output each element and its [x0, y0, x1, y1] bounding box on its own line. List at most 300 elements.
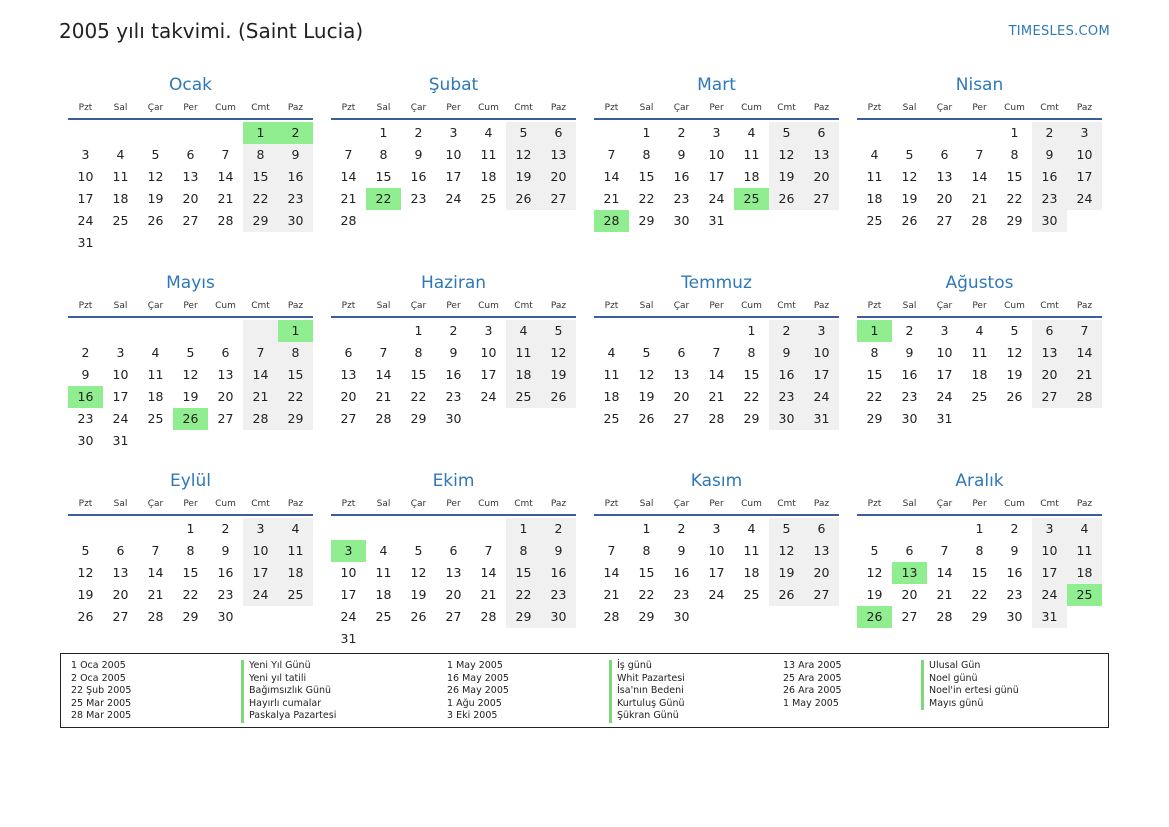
day-cell: 6	[116, 543, 125, 558]
day-cell: 11	[506, 342, 541, 364]
day-cell: 13	[804, 144, 839, 166]
day-cell: 22	[866, 389, 883, 404]
week-row	[331, 518, 576, 540]
day-cell: 9	[541, 540, 576, 562]
day-cell: 11	[603, 367, 620, 382]
day-cell: 24	[77, 213, 94, 228]
day-cell: 3	[116, 345, 125, 360]
weekday-label: Cmt	[251, 301, 270, 311]
day-cell: 8	[870, 345, 879, 360]
day-cell: 15	[375, 169, 392, 184]
empty-day-cell	[541, 408, 576, 430]
day-cell: 23	[278, 188, 313, 210]
day-cell: 8	[278, 342, 313, 364]
week-row	[857, 540, 1102, 562]
day-cell: 11	[480, 147, 497, 162]
day-cell: 15	[506, 562, 541, 584]
day-cell: 16	[1006, 565, 1023, 580]
day-cell: 7	[607, 147, 616, 162]
week-row	[857, 166, 1102, 188]
weekday-label: Sal	[639, 103, 654, 113]
weekday-label: Pzt	[78, 103, 93, 113]
empty-day-cell	[541, 210, 576, 232]
day-cell: 9	[221, 543, 230, 558]
day-cell: 2	[905, 323, 914, 338]
empty-day-cell	[769, 606, 804, 628]
week-row	[68, 386, 313, 408]
empty-day-cell	[68, 320, 103, 342]
day-cell: 12	[769, 144, 804, 166]
week-row	[857, 122, 1102, 144]
weekday-label: Cmt	[777, 301, 796, 311]
day-cell: 25	[278, 584, 313, 606]
day-cell: 9	[81, 367, 90, 382]
day-cell: 21	[243, 386, 278, 408]
day-cell: 16	[769, 364, 804, 386]
day-cell: 11	[278, 540, 313, 562]
weekday-label: Cum	[1004, 103, 1025, 113]
day-cell: 5	[769, 518, 804, 540]
site-link[interactable]: TIMESLES.COM	[1008, 24, 1110, 39]
holiday-name: İş günü	[609, 660, 685, 673]
weekday-label: Sal	[113, 301, 128, 311]
day-cell: 7	[975, 147, 984, 162]
weekday-label: Cmt	[514, 103, 533, 113]
day-cell: 5	[541, 320, 576, 342]
day-cell: 6	[541, 122, 576, 144]
day-cell: 6	[344, 345, 353, 360]
day-cell: 27	[445, 609, 462, 624]
weekday-label: Çar	[147, 103, 164, 113]
weekday-label: Sal	[376, 103, 391, 113]
day-cell: 17	[77, 191, 94, 206]
week-row	[594, 408, 839, 430]
day-cell: 2	[81, 345, 90, 360]
empty-day-cell	[506, 628, 541, 650]
month-title: Ocak	[169, 75, 212, 95]
empty-day-cell	[594, 518, 629, 540]
day-cell: 30	[217, 609, 234, 624]
empty-day-cell	[138, 430, 173, 452]
weekday-header	[68, 98, 313, 120]
weekday-label: Per	[709, 499, 724, 509]
holiday-date: 1 Ağu 2005	[447, 697, 502, 709]
weekday-label: Paz	[1076, 499, 1093, 509]
day-cell: 10	[340, 565, 357, 580]
week-row	[594, 188, 839, 210]
month-title: Mart	[697, 75, 736, 95]
day-cell: 26	[769, 584, 804, 606]
page-title: 2005 yılı takvimi. (Saint Lucia)	[59, 19, 364, 43]
holiday-day-cell: 16	[68, 386, 103, 408]
day-cell: 14	[340, 169, 357, 184]
week-row	[857, 584, 1102, 606]
empty-day-cell	[208, 122, 243, 144]
day-cell: 18	[603, 389, 620, 404]
weekday-label: Per	[972, 499, 987, 509]
holiday-date: 25 Mar 2005	[71, 697, 132, 709]
month-title: Nisan	[955, 75, 1004, 95]
holiday-name: Whit Pazartesi	[609, 673, 685, 686]
day-cell: 19	[147, 191, 164, 206]
week-row	[331, 210, 576, 232]
weekday-label: Per	[183, 103, 198, 113]
day-cell: 15	[410, 367, 427, 382]
day-cell: 27	[804, 584, 839, 606]
day-cell: 7	[712, 345, 721, 360]
empty-day-cell	[68, 518, 103, 540]
week-row	[331, 386, 576, 408]
empty-day-cell	[699, 606, 734, 628]
day-cell: 7	[221, 147, 230, 162]
day-cell: 31	[804, 408, 839, 430]
day-cell: 23	[673, 191, 690, 206]
week-row	[857, 364, 1102, 386]
day-cell: 6	[677, 345, 686, 360]
day-cell: 26	[147, 213, 164, 228]
empty-day-cell	[1032, 408, 1067, 430]
day-cell: 23	[445, 389, 462, 404]
day-cell: 3	[81, 147, 90, 162]
weekday-label: Cum	[478, 103, 499, 113]
day-cell: 18	[480, 169, 497, 184]
empty-day-cell	[208, 320, 243, 342]
day-cell: 17	[804, 364, 839, 386]
week-row	[331, 606, 576, 628]
day-cell: 17	[340, 587, 357, 602]
day-cell: 21	[375, 389, 392, 404]
holiday-day-cell: 26	[857, 606, 892, 628]
day-cell: 12	[901, 169, 918, 184]
day-cell: 7	[151, 543, 160, 558]
day-cell: 29	[410, 411, 427, 426]
day-cell: 8	[243, 144, 278, 166]
day-cell: 27	[936, 213, 953, 228]
day-cell: 1	[1010, 125, 1019, 140]
week-row	[594, 386, 839, 408]
weekday-label: Çar	[936, 499, 953, 509]
day-cell: 9	[1010, 543, 1019, 558]
day-cell: 23	[1006, 587, 1023, 602]
holiday-date: 25 Ara 2005	[783, 672, 842, 684]
empty-day-cell	[471, 210, 506, 232]
day-cell: 29	[506, 606, 541, 628]
day-cell: 21	[1067, 364, 1102, 386]
day-cell: 25	[506, 386, 541, 408]
day-cell: 18	[112, 191, 129, 206]
month-calendar	[68, 468, 313, 668]
weekday-header	[857, 98, 1102, 120]
day-cell: 22	[182, 587, 199, 602]
holiday-day-cell: 22	[366, 188, 401, 210]
day-cell: 7	[940, 543, 949, 558]
day-cell: 5	[506, 122, 541, 144]
day-cell: 12	[147, 169, 164, 184]
day-cell: 30	[769, 408, 804, 430]
day-cell: 13	[936, 169, 953, 184]
empty-day-cell	[366, 518, 401, 540]
empty-day-cell	[138, 320, 173, 342]
day-cell: 12	[541, 342, 576, 364]
day-cell: 20	[936, 191, 953, 206]
day-cell: 25	[112, 213, 129, 228]
day-cell: 29	[638, 213, 655, 228]
week-row	[331, 320, 576, 342]
weekday-label: Cum	[741, 103, 762, 113]
day-cell: 8	[642, 543, 651, 558]
day-cell: 19	[638, 389, 655, 404]
weekday-label: Paz	[550, 499, 567, 509]
weekday-label: Pzt	[341, 499, 356, 509]
day-cell: 8	[1010, 147, 1019, 162]
empty-day-cell	[594, 122, 629, 144]
month-title: Aralık	[955, 471, 1004, 491]
day-cell: 29	[971, 609, 988, 624]
empty-day-cell	[103, 518, 138, 540]
weekday-header	[331, 494, 576, 516]
holiday-date-column	[447, 660, 509, 723]
day-cell: 19	[901, 191, 918, 206]
day-cell: 14	[936, 565, 953, 580]
weekday-label: Per	[446, 103, 461, 113]
weekday-label: Paz	[813, 499, 830, 509]
empty-day-cell	[699, 320, 734, 342]
week-row	[594, 606, 839, 628]
day-cell: 22	[743, 389, 760, 404]
day-cell: 15	[743, 367, 760, 382]
day-cell: 20	[112, 587, 129, 602]
week-row	[857, 210, 1102, 232]
empty-day-cell	[927, 518, 962, 540]
day-cell: 10	[112, 367, 129, 382]
holiday-date: 16 May 2005	[447, 672, 509, 684]
holiday-day-cell: 1	[243, 122, 278, 144]
day-cell: 21	[936, 587, 953, 602]
day-cell: 29	[638, 609, 655, 624]
day-cell: 17	[112, 389, 129, 404]
day-cell: 2	[769, 320, 804, 342]
week-row	[857, 606, 1102, 628]
week-row	[857, 144, 1102, 166]
day-cell: 18	[743, 169, 760, 184]
weekday-label: Cmt	[777, 103, 796, 113]
weekday-label: Cmt	[514, 499, 533, 509]
weekday-label: Per	[183, 301, 198, 311]
holiday-date-column	[71, 660, 131, 723]
week-row	[331, 342, 576, 364]
day-cell: 4	[116, 147, 125, 162]
week-row	[68, 342, 313, 364]
day-cell: 17	[708, 565, 725, 580]
day-cell: 5	[186, 345, 195, 360]
day-cell: 28	[340, 213, 357, 228]
weekday-label: Sal	[113, 103, 128, 113]
day-cell: 26	[1006, 389, 1023, 404]
day-cell: 3	[243, 518, 278, 540]
day-cell: 25	[971, 389, 988, 404]
empty-day-cell	[366, 210, 401, 232]
day-cell: 28	[375, 411, 392, 426]
weekday-label: Çar	[410, 103, 427, 113]
day-cell: 6	[449, 543, 458, 558]
day-cell: 1	[642, 521, 651, 536]
week-row	[594, 342, 839, 364]
empty-day-cell	[892, 518, 927, 540]
day-cell: 17	[936, 367, 953, 382]
weekday-label: Pzt	[604, 103, 619, 113]
day-cell: 31	[1032, 606, 1067, 628]
weekday-label: Paz	[1076, 103, 1093, 113]
day-cell: 12	[769, 540, 804, 562]
day-cell: 9	[449, 345, 458, 360]
empty-day-cell	[366, 320, 401, 342]
holiday-date: 28 Mar 2005	[71, 710, 132, 722]
day-cell: 22	[410, 389, 427, 404]
weekday-label: Paz	[287, 499, 304, 509]
week-row	[594, 540, 839, 562]
weekday-label: Pzt	[867, 499, 882, 509]
day-cell: 28	[936, 609, 953, 624]
holiday-date: 26 Ara 2005	[783, 685, 842, 697]
empty-day-cell	[927, 122, 962, 144]
day-cell: 8	[379, 147, 388, 162]
day-cell: 10	[243, 540, 278, 562]
day-cell: 2	[414, 125, 423, 140]
week-row	[594, 364, 839, 386]
empty-day-cell	[892, 122, 927, 144]
weekday-label: Paz	[550, 103, 567, 113]
day-cell: 28	[480, 609, 497, 624]
day-cell: 21	[217, 191, 234, 206]
empty-day-cell	[243, 232, 278, 254]
day-cell: 6	[804, 122, 839, 144]
day-cell: 9	[769, 342, 804, 364]
holiday-date: 3 Eki 2005	[447, 710, 498, 722]
month-title: Şubat	[428, 75, 479, 95]
holiday-list	[60, 653, 1109, 728]
day-cell: 27	[340, 411, 357, 426]
day-cell: 17	[243, 562, 278, 584]
empty-day-cell	[103, 320, 138, 342]
weekday-label: Sal	[639, 499, 654, 509]
month-calendar	[594, 468, 839, 668]
day-cell: 23	[1032, 188, 1067, 210]
month-calendar	[331, 270, 576, 468]
day-cell: 10	[708, 147, 725, 162]
holiday-name: Mayıs günü	[921, 698, 1019, 711]
day-cell: 10	[936, 345, 953, 360]
empty-day-cell	[208, 430, 243, 452]
weekday-label: Çar	[410, 499, 427, 509]
day-cell: 12	[410, 565, 427, 580]
weekday-label: Per	[972, 301, 987, 311]
week-row	[331, 562, 576, 584]
day-cell: 8	[642, 147, 651, 162]
weekday-header	[331, 296, 576, 318]
weekday-label: Per	[972, 103, 987, 113]
day-cell: 25	[743, 587, 760, 602]
day-cell: 21	[603, 191, 620, 206]
empty-day-cell	[471, 628, 506, 650]
empty-day-cell	[278, 606, 313, 628]
empty-day-cell	[857, 122, 892, 144]
empty-day-cell	[594, 320, 629, 342]
week-row	[331, 188, 576, 210]
weekday-label: Çar	[936, 301, 953, 311]
day-cell: 21	[603, 587, 620, 602]
week-row	[857, 518, 1102, 540]
day-cell: 20	[804, 562, 839, 584]
weekday-label: Cum	[1004, 301, 1025, 311]
week-row	[68, 320, 313, 342]
weekday-header	[594, 494, 839, 516]
month-title: Eylül	[169, 471, 212, 491]
day-cell: 19	[182, 389, 199, 404]
day-cell: 10	[708, 543, 725, 558]
empty-day-cell	[208, 232, 243, 254]
weekday-header	[68, 494, 313, 516]
day-cell: 11	[375, 565, 392, 580]
day-cell: 1	[506, 518, 541, 540]
weekday-header	[68, 296, 313, 318]
weekday-label: Pzt	[604, 301, 619, 311]
day-cell: 14	[1067, 342, 1102, 364]
day-cell: 1	[186, 521, 195, 536]
holiday-name: Kurtuluş Günü	[609, 698, 685, 711]
holiday-date: 22 Şub 2005	[71, 685, 132, 697]
day-cell: 5	[81, 543, 90, 558]
holiday-date: 1 May 2005	[783, 697, 839, 709]
weekday-label: Paz	[287, 103, 304, 113]
weekday-header	[331, 98, 576, 120]
weekday-label: Çar	[410, 301, 427, 311]
empty-day-cell	[243, 606, 278, 628]
day-cell: 2	[1032, 122, 1067, 144]
day-cell: 1	[642, 125, 651, 140]
weekday-label: Per	[709, 103, 724, 113]
week-row	[331, 144, 576, 166]
day-cell: 6	[221, 345, 230, 360]
day-cell: 19	[769, 562, 804, 584]
day-cell: 16	[445, 367, 462, 382]
day-cell: 26	[638, 411, 655, 426]
holiday-day-cell: 26	[173, 408, 208, 430]
day-cell: 22	[638, 587, 655, 602]
day-cell: 27	[901, 609, 918, 624]
day-cell: 26	[77, 609, 94, 624]
day-cell: 3	[804, 320, 839, 342]
day-cell: 19	[506, 166, 541, 188]
day-cell: 12	[182, 367, 199, 382]
holiday-date: 26 May 2005	[447, 685, 509, 697]
day-cell: 20	[901, 587, 918, 602]
week-row	[331, 628, 576, 650]
holiday-day-cell: 25	[1067, 584, 1102, 606]
day-cell: 4	[151, 345, 160, 360]
day-cell: 19	[866, 587, 883, 602]
day-cell: 21	[340, 191, 357, 206]
day-cell: 4	[747, 125, 756, 140]
day-cell: 30	[445, 411, 462, 426]
day-cell: 30	[673, 609, 690, 624]
day-cell: 22	[1006, 191, 1023, 206]
empty-day-cell	[506, 210, 541, 232]
weekday-header	[857, 494, 1102, 516]
day-cell: 30	[77, 433, 94, 448]
day-cell: 14	[217, 169, 234, 184]
day-cell: 16	[278, 166, 313, 188]
day-cell: 9	[677, 543, 686, 558]
